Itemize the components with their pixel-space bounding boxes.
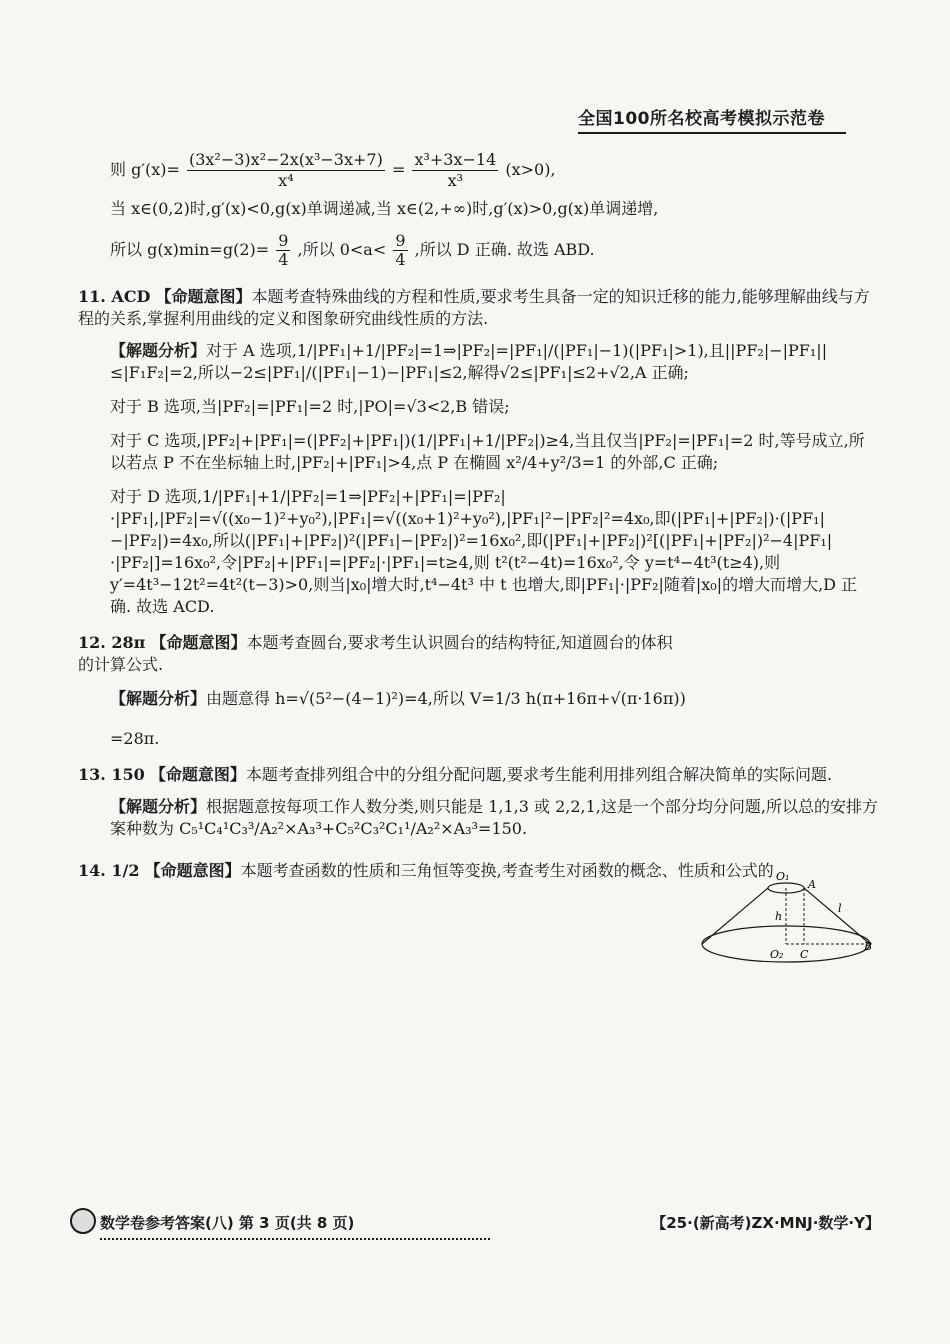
footer-page-info: 数学卷参考答案(八) 第 3 页(共 8 页) <box>100 1214 355 1232</box>
q12-intent-tag: 【命题意图】 <box>150 633 247 652</box>
q14-intent: 本题考查函数的性质和三角恒等变换,考查考生对函数的概念、性质和公式的 <box>240 861 774 880</box>
q10-fraction-2 <box>412 150 498 191</box>
q11-option-d: 对于 D 选项,1/|PF₁|+1/|PF₂|=1⇒|PF₂|+|PF₁|=|PF₂|·|PF₁|,|PF₂|=√((x₀−1)²+y₀²),|PF₁|=√((x₀+1)²+y₀²),|PF₁|²−|PF₂|²=4x₀,即(|PF₁|+|PF₂|)·(|PF₁|−|PF₂|)=4x₀,所以(|PF₁|+|PF₂|)²(|PF₁|−|PF₂|)²=16x₀²,即(|PF₁|+|PF₂|)²[(|PF₁|+|PF₂|)²−4|PF₁|·|PF₂|]=16x₀²,令|PF₂|+|PF₁|=|PF₂|·|PF₁|=t≥4,则 t²(t²−4t)=16x₀²,令 y=t⁴−4t³(t≥4),则 y′=4t³−12t²=4t²(t−3)>0,则当|x₀|增大时,t⁴−4t³ 中 t 也增大,即|PF₁|·|PF₂|随着|x₀|的增大而增大,D 正确. 故选 ACD. <box>110 487 858 616</box>
q10-frac4-numerator: 9 <box>395 231 406 250</box>
footer-exam-code: 【25·(新高考)ZX·MNJ·数学·Y】 <box>651 1214 880 1232</box>
q12-analysis: 由题意得 h=√(5²−(4−1)²)=4,所以 V=1/3 h(π+16π+√(π·16π)) <box>206 689 686 708</box>
q10-equals: = <box>391 160 406 179</box>
q12-block <box>78 632 688 750</box>
q10-conclusion: ,所以 D 正确. 故选 ABD. <box>414 240 595 259</box>
q10-continuation <box>78 146 878 272</box>
q13-analysis: 根据题意按每项工作人数分类,则只能是 1,1,3 或 2,2,1,这是一个部分均分问题,所以总的安排方案种数为 C₅¹C₄¹C₃³/A₂²×A₃³+C₅²C₃²C₁¹/A₂²×A₃³=150. <box>110 797 878 838</box>
page-footer <box>70 1208 880 1236</box>
answer-content <box>78 146 878 896</box>
q11-option-b: 对于 B 选项,当|PF₂|=|PF₁|=2 时,|PO|=√3<2,B 错误; <box>110 397 510 416</box>
label-o2: O₂ <box>770 948 784 961</box>
label-o1: O₁ <box>776 870 790 883</box>
q11-block <box>78 286 878 618</box>
q13-intent-tag: 【命题意图】 <box>149 765 246 784</box>
q10-min-value: 所以 g(x)min=g(2)= <box>110 240 270 259</box>
label-c: C <box>800 948 809 961</box>
q14-number: 14. 1/2 <box>78 861 140 880</box>
q10-frac1-denominator: x⁴ <box>278 171 294 190</box>
q10-derivative-prefix: 则 g′(x)= <box>110 160 180 179</box>
label-b: B <box>864 940 873 953</box>
q10-fraction-4 <box>393 232 407 269</box>
q11-intent-tag: 【命题意图】 <box>155 287 252 306</box>
q13-intent: 本题考查排列组合中的分组分配问题,要求考生能利用排列组合解决简单的实际问题. <box>245 765 833 784</box>
q11-option-c: 对于 C 选项,|PF₂|+|PF₁|=(|PF₂|+|PF₁|)(1/|PF₁|+1/|PF₂|)≥4,当且仅当|PF₂|=|PF₁|=2 时,等号成立,所以若点 P 不在坐标轴上时,|PF₂|+|PF₁|>4,点 P 在椭圆 x²/4+y²/3=1 的外部,C 正确; <box>110 431 865 472</box>
publisher-logo-icon <box>70 1208 96 1234</box>
q11-number: 11. ACD <box>78 287 151 306</box>
q12-number: 12. 28π <box>78 633 146 652</box>
frustum-left-edge <box>702 888 768 944</box>
label-h: h <box>775 910 783 923</box>
q10-monotonicity: 当 x∈(0,2)时,g′(x)<0,g(x)单调递减,当 x∈(2,+∞)时,g′(x)>0,g(x)单调递增, <box>110 199 659 218</box>
q10-range: ,所以 0<a< <box>297 240 387 259</box>
frustum-figure <box>696 868 876 978</box>
q10-frac2-numerator: x³+3x−14 <box>414 150 497 169</box>
series-title: 全国100所名校高考模拟示范卷 <box>578 104 846 134</box>
q12-intent: 本题考查圆台,要求考生认识圆台的结构特征,知道圆台的体积的计算公式. <box>78 633 673 674</box>
q10-fraction-3 <box>276 232 290 269</box>
q10-frac3-denominator: 4 <box>278 250 289 269</box>
q14-intent-tag: 【命题意图】 <box>144 861 241 880</box>
q10-fraction-1 <box>187 150 385 191</box>
q13-analysis-tag: 【解题分析】 <box>110 797 207 816</box>
q11-analysis-tag: 【解题分析】 <box>110 341 207 360</box>
frustum-right-edge <box>804 888 870 944</box>
footer-underline <box>100 1232 490 1240</box>
q10-frac2-denominator: x³ <box>447 171 464 190</box>
q10-frac4-denominator: 4 <box>395 250 406 269</box>
label-l: l <box>838 902 842 915</box>
q11-intent: 本题考查特殊曲线的方程和性质,要求考生具备一定的知识迁移的能力,能够理解曲线与方程的关系,掌握利用曲线的定义和图象研究曲线性质的方法. <box>78 287 870 328</box>
q12-analysis-tag: 【解题分析】 <box>110 689 207 708</box>
q10-frac3-numerator: 9 <box>278 231 289 250</box>
label-a: A <box>808 878 816 891</box>
q12-result: =28π. <box>110 729 160 748</box>
q10-frac1-numerator: (3x²−3)x²−2x(x³−3x+7) <box>188 150 383 169</box>
q13-number: 13. 150 <box>78 765 145 784</box>
q10-domain: (x>0), <box>505 160 556 179</box>
q13-block <box>78 764 878 840</box>
q11-option-a: 对于 A 选项,1/|PF₁|+1/|PF₂|=1⇒|PF₂|=|PF₁|/(|PF₁|−1)(|PF₁|>1),且||PF₂|−|PF₁||≤|F₁F₂|=2,所以−2≤|PF₁|/(|PF₁|−1)−|PF₁|≤2,解得√2≤|PF₁|≤2+√2,A 正确; <box>110 341 828 382</box>
